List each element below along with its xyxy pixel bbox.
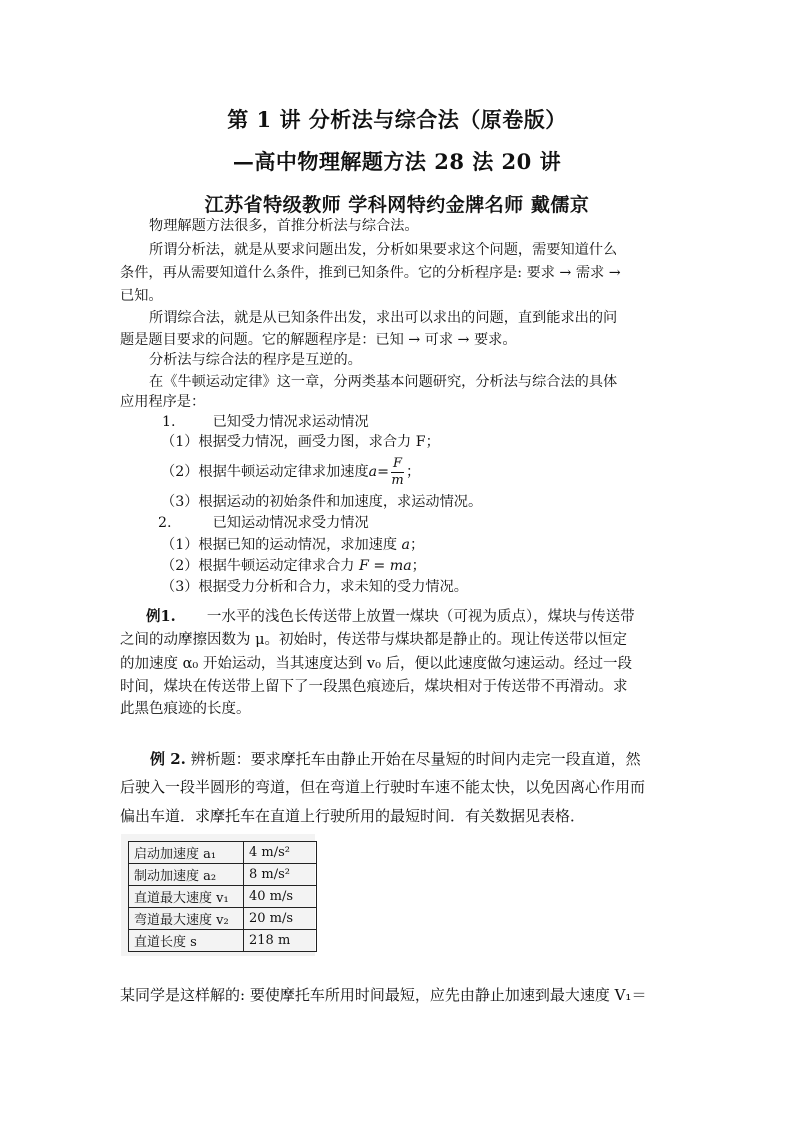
intro-paragraph-2-line-3: 已知。 xyxy=(120,288,163,304)
intro-paragraph-5-line-1: 在《牛顿运动定律》这一章，分两类基本问题研究，分析法与综合法的具体 xyxy=(149,374,618,390)
procedure-1-step-3: （3）根据运动的初始条件和加速度，求运动情况。 xyxy=(161,494,483,510)
procedure-2-title: 已知运动情况求受力情况 xyxy=(212,515,369,531)
table-row xyxy=(129,930,317,952)
table-row xyxy=(129,864,317,886)
step-2b-suffix: ； xyxy=(411,558,426,574)
procedure-2-heading xyxy=(158,513,723,533)
example-2-line-2: 后驶入一段半圆形的弯道，但在弯道上行驶时车速不能太快，以免因离心作用而 xyxy=(120,778,646,796)
example-1-line-1 xyxy=(146,605,711,626)
intro-paragraph-2-line-2: 条件，再从需要知道什么条件，推到已知条件。它的分析程序是: 要求 → 需求 → xyxy=(120,265,621,281)
title-line-1: 第 1 讲 分析法与综合法（原卷版） xyxy=(227,107,567,132)
author-line: 江苏省特级教师 学科网特约金牌名师 戴儒京 xyxy=(204,194,590,216)
procedure-1-heading xyxy=(162,412,727,432)
data-table xyxy=(128,841,317,952)
procedure-1-step-1: （1）根据受力情况，画受力图，求合力 F； xyxy=(161,434,440,450)
example-1-line-4: 时间，煤块在传送带上留下了一段黑色痕迹后，煤块相对于传送带不再滑动。求 xyxy=(120,679,628,695)
fraction-numerator: F xyxy=(393,455,403,471)
newton-formula: F = ma xyxy=(358,558,412,574)
example-1-line-2: 之间的动摩擦因数为 μ。初始时，传送带与煤块都是静止的。现让传送带以恒定 xyxy=(120,632,628,648)
table-cell-quantity: 直道最大速度 v₁ xyxy=(129,886,244,908)
procedure-1-title: 已知受力情况求运动情况 xyxy=(212,414,369,430)
table-cell-value: 20 m/s xyxy=(244,908,317,930)
procedure-1-step-2 xyxy=(161,454,726,490)
intro-paragraph-4: 分析法与综合法的程序是互逆的。 xyxy=(149,352,362,368)
table-cell-value: 8 m/s² xyxy=(244,864,317,886)
example-2-line-3: 偏出车道．求摩托车在直道上行驶所用的最短时间．有关数据见表格． xyxy=(120,807,586,825)
table-cell-quantity: 制动加速度 a₂ xyxy=(129,864,244,886)
intro-paragraph-5-line-2: 应用程序是： xyxy=(120,394,206,410)
procedure-1-step-2-text: （2）根据牛顿运动定律求加速度 xyxy=(161,464,369,480)
table-row xyxy=(129,908,317,930)
table-row xyxy=(129,886,317,908)
title-line-2: —高中物理解题方法 28 法 20 讲 xyxy=(232,149,562,174)
acceleration-symbol-2: a xyxy=(401,537,411,553)
example-2-label: 例 2. xyxy=(150,750,186,768)
example-1-text-1: 一水平的浅色长传送带上放置一煤块（可视为质点），煤块与传送带 xyxy=(206,609,635,625)
example-2-last-line: 某同学是这样解的: 要使摩托车所用时间最短，应先由静止加速到最大速度 V₁＝ xyxy=(120,986,647,1004)
intro-paragraph-3-line-1: 所谓综合法，就是从已知条件出发，求出可以求出的问题，直到能求出的问 xyxy=(149,310,618,326)
example-1-label: 例1. xyxy=(146,608,176,625)
example-1-line-5: 此黑色痕迹的长度。 xyxy=(120,701,251,717)
step-2-suffix: ； xyxy=(406,464,421,480)
intro-paragraph-2-line-1: 所谓分析法，就是从要求问题出发，分析如果要求这个问题，需要知道什么 xyxy=(149,242,618,258)
step-1-suffix: ； xyxy=(410,537,425,553)
intro-paragraph-1: 物理解题方法很多，首推分析法与综合法。 xyxy=(149,218,419,234)
equals-sign: = xyxy=(377,464,390,480)
table-row xyxy=(129,842,317,864)
procedure-1-number: 1. xyxy=(162,414,176,430)
table-cell-quantity: 直道长度 s xyxy=(129,930,244,952)
table-cell-value: 218 m xyxy=(244,930,317,952)
fraction-denominator: m xyxy=(391,472,404,488)
procedure-2-step-3: （3）根据受力分析和合力，求未知的受力情况。 xyxy=(161,579,468,595)
table-cell-value: 40 m/s xyxy=(244,886,317,908)
table-cell-quantity: 弯道最大速度 v₂ xyxy=(129,908,244,930)
acceleration-symbol: a xyxy=(368,464,378,480)
example-2-line-1 xyxy=(150,748,715,769)
procedure-2-step-1 xyxy=(161,535,726,555)
procedure-2-step-2 xyxy=(161,556,726,576)
example-2-text-1: 辨析题：要求摩托车由静止开始在尽量短的时间内走完一段直道，然 xyxy=(190,750,641,768)
force-over-mass-fraction xyxy=(391,456,404,489)
table-cell-value: 4 m/s² xyxy=(244,842,317,864)
intro-paragraph-3-line-2: 题是题目要求的问题。它的解题程序是：已知 → 可求 → 要求。 xyxy=(120,332,517,348)
example-1-line-3: 的加速度 α₀ 开始运动，当其速度达到 v₀ 后，便以此速度做匀速运动。经过一段 xyxy=(120,656,633,672)
procedure-2-number: 2. xyxy=(158,515,172,531)
table-cell-quantity: 启动加速度 a₁ xyxy=(129,842,244,864)
procedure-2-step-1-text: （1）根据已知的运动情况，求加速度 xyxy=(161,537,398,553)
procedure-2-step-2-text: （2）根据牛顿运动定律求合力 xyxy=(161,558,355,574)
